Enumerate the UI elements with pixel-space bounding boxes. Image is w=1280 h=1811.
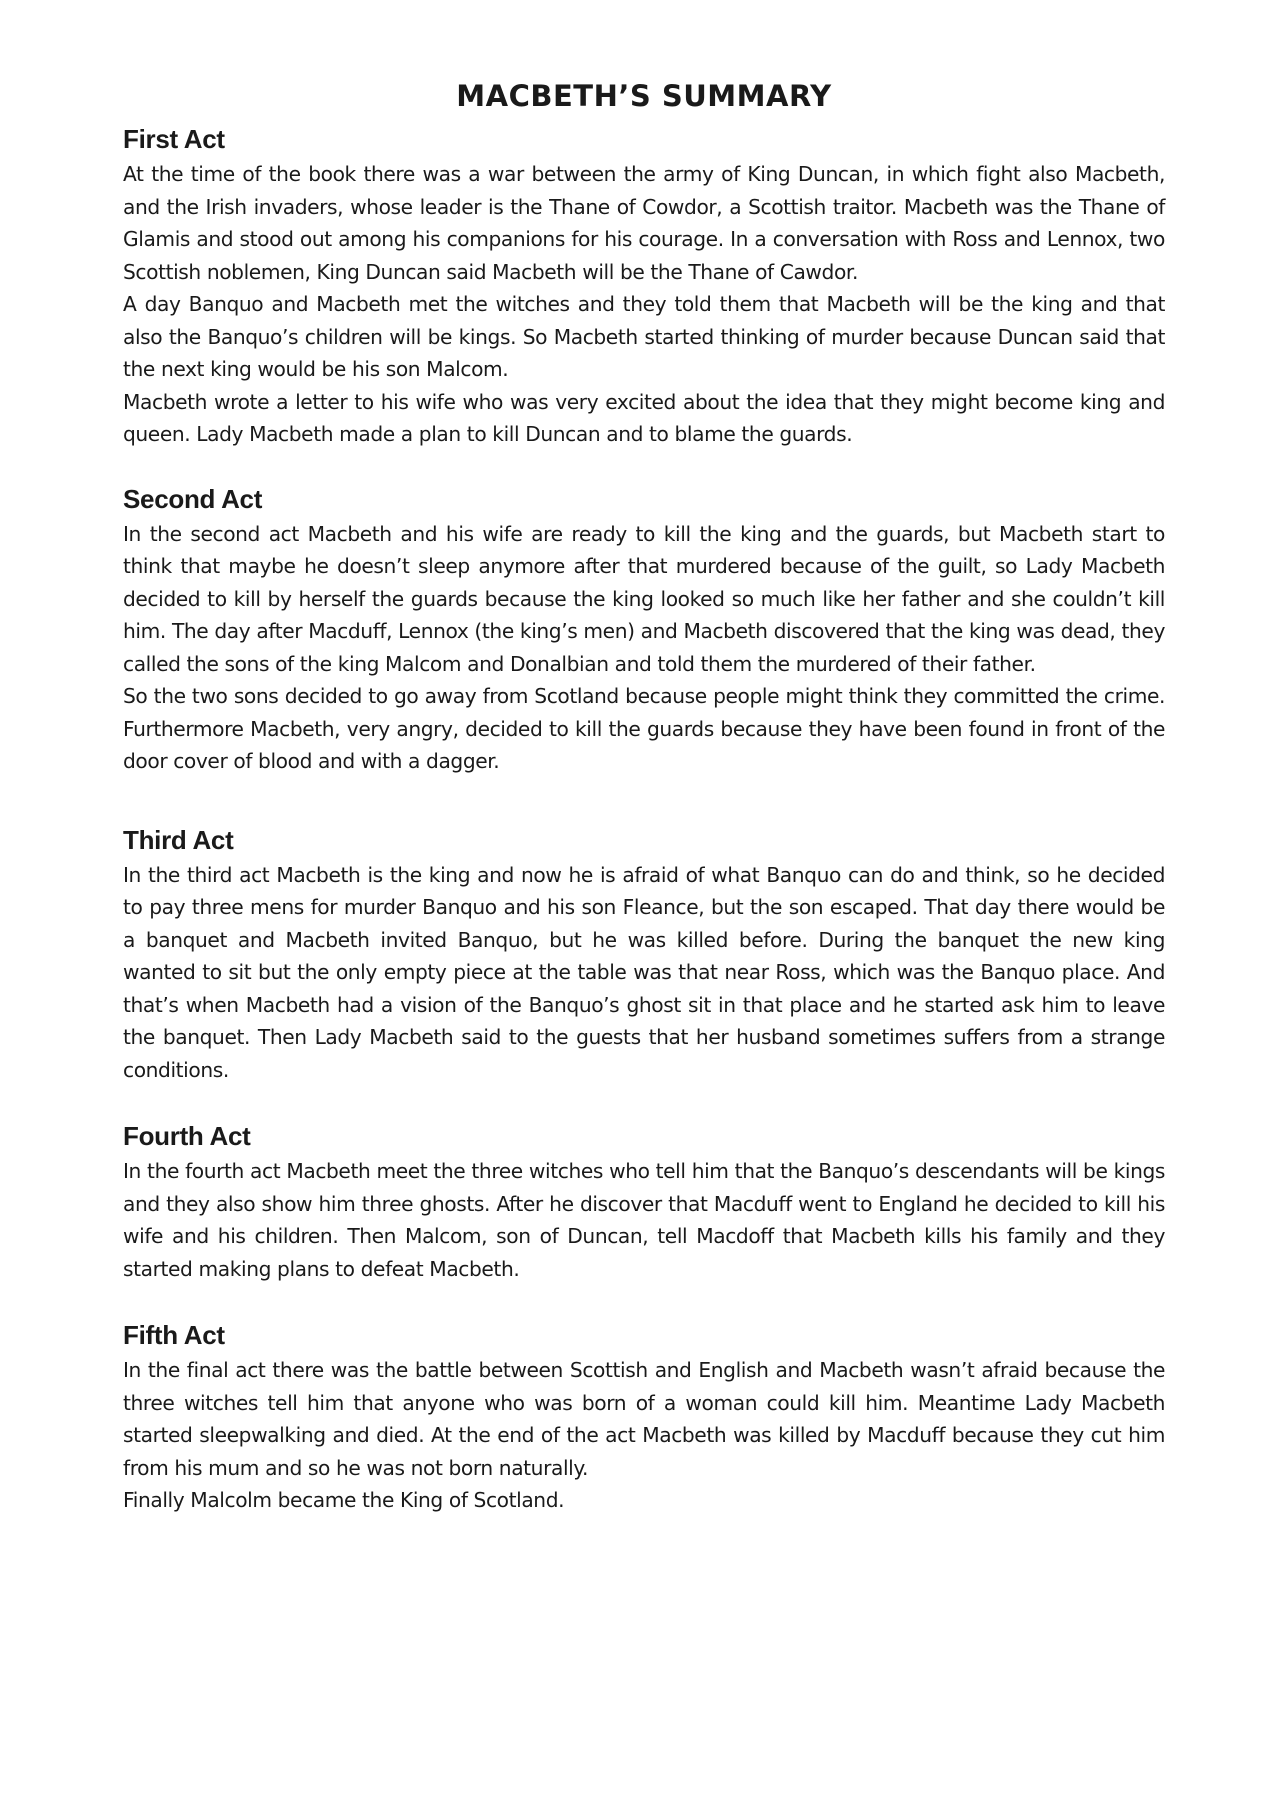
section-third-act: [123, 823, 1165, 1087]
section-heading: Fifth Act: [123, 1320, 225, 1350]
section-heading: Third Act: [123, 824, 234, 855]
section-first-act: [123, 122, 1165, 451]
section-fourth-act: [123, 1119, 1165, 1285]
paragraph: Macbeth wrote a letter to his wife who was very excited about the idea that they might become king and queen. Lady Macbeth made a plan to kill Duncan and to blame the guards.: [123, 389, 1165, 446]
document-page: [123, 78, 1165, 1517]
paragraph: In the final act there was the battle between Scottish and English and Macbeth wasn’t afraid because the three witches tell him that anyone who was born of a woman could kill him. Meantime Lady Macbeth started sleepwalking and died. At the end of the act Macbeth was killed by Macduff because they cut him from his mum and so he was not born naturally.: [123, 1358, 1165, 1480]
paragraph: Finally Malcolm became the King of Scotland.: [123, 1488, 565, 1512]
section-heading: Fourth Act: [123, 1121, 251, 1151]
paragraph: So the two sons decided to go away from Scotland because people might think they committed the crime. Furthermore Macbeth, very angry, decided to kill the guards because they have been found in front of the door cover of blood and with a dagger.: [123, 684, 1165, 773]
paragraph: In the third act Macbeth is the king and now he is afraid of what Banquo can do and think, so he decided to pay three mens for murder Banquo and his son Fleance, but the son escaped. That day there would be a banquet and Macbeth invited Banquo, but he was killed before. During the banquet the new king wanted to sit but the only empty piece at the table was that near Ross, which was the Banquo place. And that’s when Macbeth had a vision of the Banquo’s ghost sit in that place and he started ask him to leave the banquet. Then Lady Macbeth said to the guests that her husband sometimes suffers from a strange conditions.: [123, 862, 1165, 1082]
section-fifth-act: [123, 1318, 1165, 1517]
document-title: MACBETH’S SUMMARY: [456, 79, 832, 113]
paragraph: A day Banquo and Macbeth met the witches and they told them that Macbeth will be the king and that also the Banquo’s children will be kings. So Macbeth started thinking of murder because Duncan said that the next king would be his son Malcom.: [123, 292, 1165, 381]
paragraph: At the time of the book there was a war between the army of King Duncan, in which fight also Macbeth, and the Irish invaders, whose leader is the Thane of Cowdor, a Scottish traitor. Macbeth was the Thane of Glamis and stood out among his companions for his courage. In a conversation with Ross and Lennox, two Scottish noblemen, King Duncan said Macbeth will be the Thane of Cawdor.: [123, 162, 1165, 284]
section-heading: First Act: [123, 124, 225, 154]
paragraph: In the fourth act Macbeth meet the three witches who tell him that the Banquo’s descendants will be kings and they also show him three ghosts. After he discover that Macduff went to England he decided to kill his wife and his children. Then Malcom, son of Duncan, tell Macdoff that Macbeth kills his family and they started making plans to defeat Macbeth.: [123, 1159, 1165, 1281]
section-heading: Second Act: [123, 483, 263, 514]
paragraph: In the second act Macbeth and his wife are ready to kill the king and the guards, but Macbeth start to think that maybe he doesn’t sleep anymore after that murdered because of the guilt, so Lady Macbeth decided to kill by herself the guards because the king looked so much like her father and she couldn’t kill him. The day after Macduff, Lennox (the king’s men) and Macbeth discovered that the king was dead, they called the sons of the king Malcom and Donalbian and told them the murdered of their father.: [123, 521, 1165, 676]
section-second-act: [123, 482, 1165, 778]
